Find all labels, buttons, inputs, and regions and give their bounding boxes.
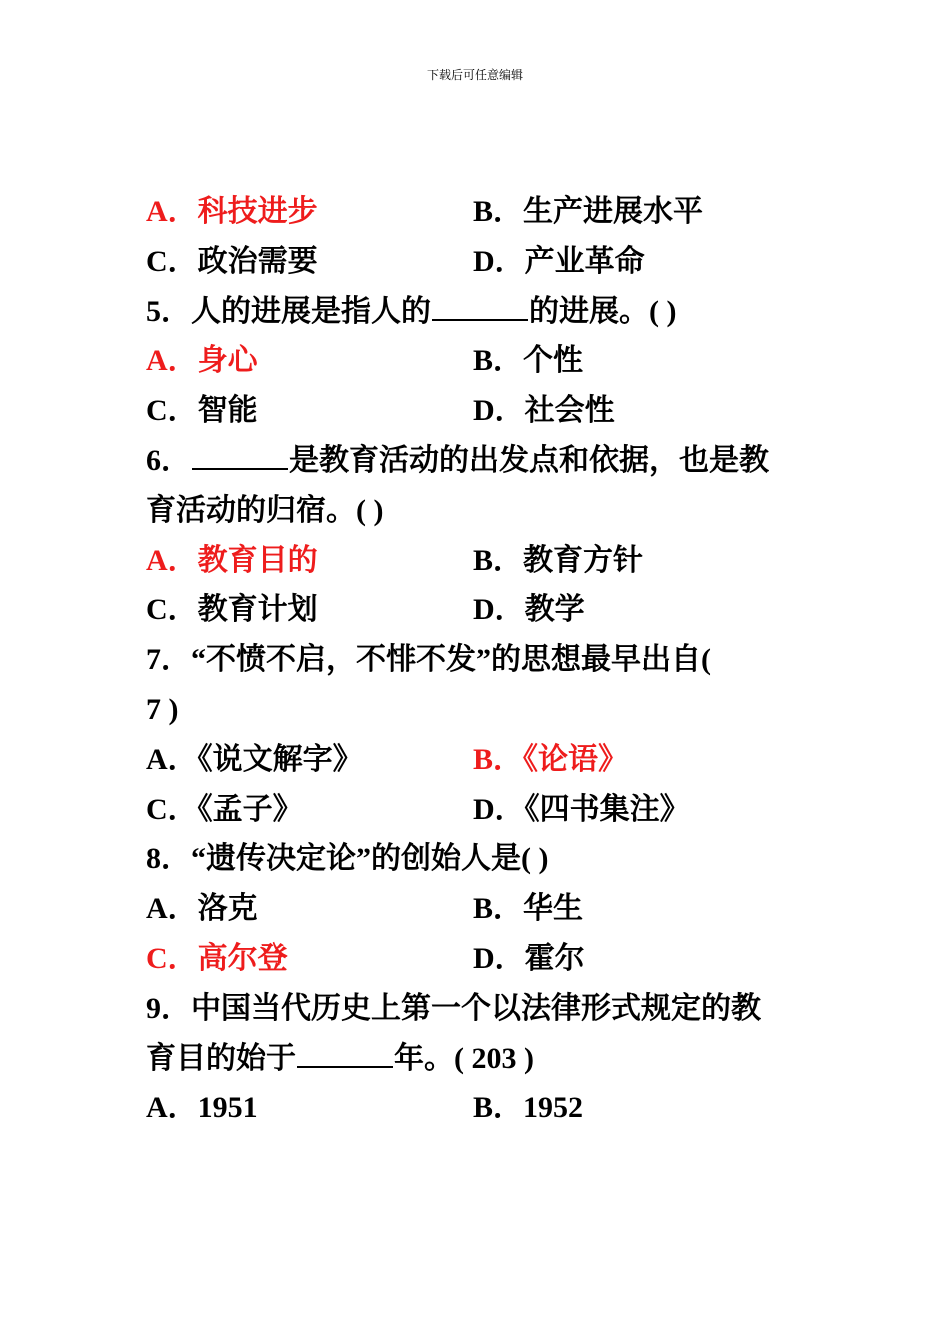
fill-blank bbox=[432, 289, 528, 321]
option-row bbox=[146, 735, 826, 785]
page-header: 下载后可任意编辑 bbox=[426, 68, 523, 82]
option: C．政治需要 bbox=[146, 244, 318, 278]
question-text: 育活动的归宿。( ) bbox=[146, 493, 384, 527]
option: B．1952 bbox=[473, 1091, 584, 1125]
answer-option: A．科技进步 bbox=[146, 195, 318, 228]
fill-blank bbox=[297, 1036, 393, 1068]
question-text-end: 是教育活动的出发点和依据，也是教 bbox=[289, 443, 769, 477]
question-line bbox=[146, 834, 826, 884]
question-text: 育目的始于 bbox=[146, 1041, 296, 1075]
option: B．教育方针 bbox=[473, 543, 644, 577]
question-content bbox=[146, 187, 826, 1133]
option: B．个性 bbox=[473, 344, 584, 378]
answer-option: B．《论语》 bbox=[473, 742, 629, 776]
option: D．教学 bbox=[473, 593, 585, 627]
option: D．社会性 bbox=[473, 394, 615, 428]
option-row bbox=[146, 1083, 826, 1133]
option-row bbox=[146, 585, 826, 635]
option-row bbox=[146, 336, 826, 386]
option-row bbox=[146, 884, 826, 934]
answer-option: C．高尔登 bbox=[146, 941, 288, 975]
question-text: 8．“遗传决定论”的创始人是( ) bbox=[146, 842, 549, 876]
question-text-end: 的进展。( ) bbox=[529, 294, 677, 328]
question-line bbox=[146, 486, 826, 536]
answer-option: A．教育目的 bbox=[146, 543, 318, 577]
option-row bbox=[146, 785, 826, 835]
option-row bbox=[146, 386, 826, 436]
question-line bbox=[146, 436, 826, 486]
option-row bbox=[146, 934, 826, 984]
question-text: 6． bbox=[146, 443, 191, 477]
question-text: 7．“不愤不启，不悱不发”的思想最早出自( bbox=[146, 643, 711, 677]
option: A．洛克 bbox=[146, 892, 258, 926]
question-text: 9．中国当代历史上第一个以法律形式规定的教 bbox=[146, 991, 761, 1025]
option: D．《四书集注》 bbox=[473, 792, 690, 826]
question-line bbox=[146, 635, 826, 685]
question-line bbox=[146, 1034, 826, 1084]
option: C．智能 bbox=[146, 394, 258, 428]
question-line bbox=[146, 984, 826, 1034]
option-row bbox=[146, 536, 826, 586]
fill-blank bbox=[192, 438, 288, 470]
question-text: 7 ) bbox=[146, 692, 179, 726]
answer-option: A．身心 bbox=[146, 344, 258, 378]
option: C．教育计划 bbox=[146, 593, 318, 627]
option: B．生产进展水平 bbox=[473, 195, 704, 228]
option: A．1951 bbox=[146, 1091, 258, 1125]
question-line bbox=[146, 287, 826, 337]
option: C．《孟子》 bbox=[146, 792, 303, 826]
option: B．华生 bbox=[473, 892, 584, 926]
question-text-end: 年。( 203 ) bbox=[394, 1041, 534, 1075]
question-text: 5．人的进展是指人的 bbox=[146, 294, 431, 328]
option: D．霍尔 bbox=[473, 941, 585, 975]
option-row bbox=[146, 187, 826, 237]
option-row bbox=[146, 237, 826, 287]
question-line bbox=[146, 685, 826, 735]
option: A．《说文解字》 bbox=[146, 742, 363, 776]
option: D．产业革命 bbox=[473, 244, 645, 278]
